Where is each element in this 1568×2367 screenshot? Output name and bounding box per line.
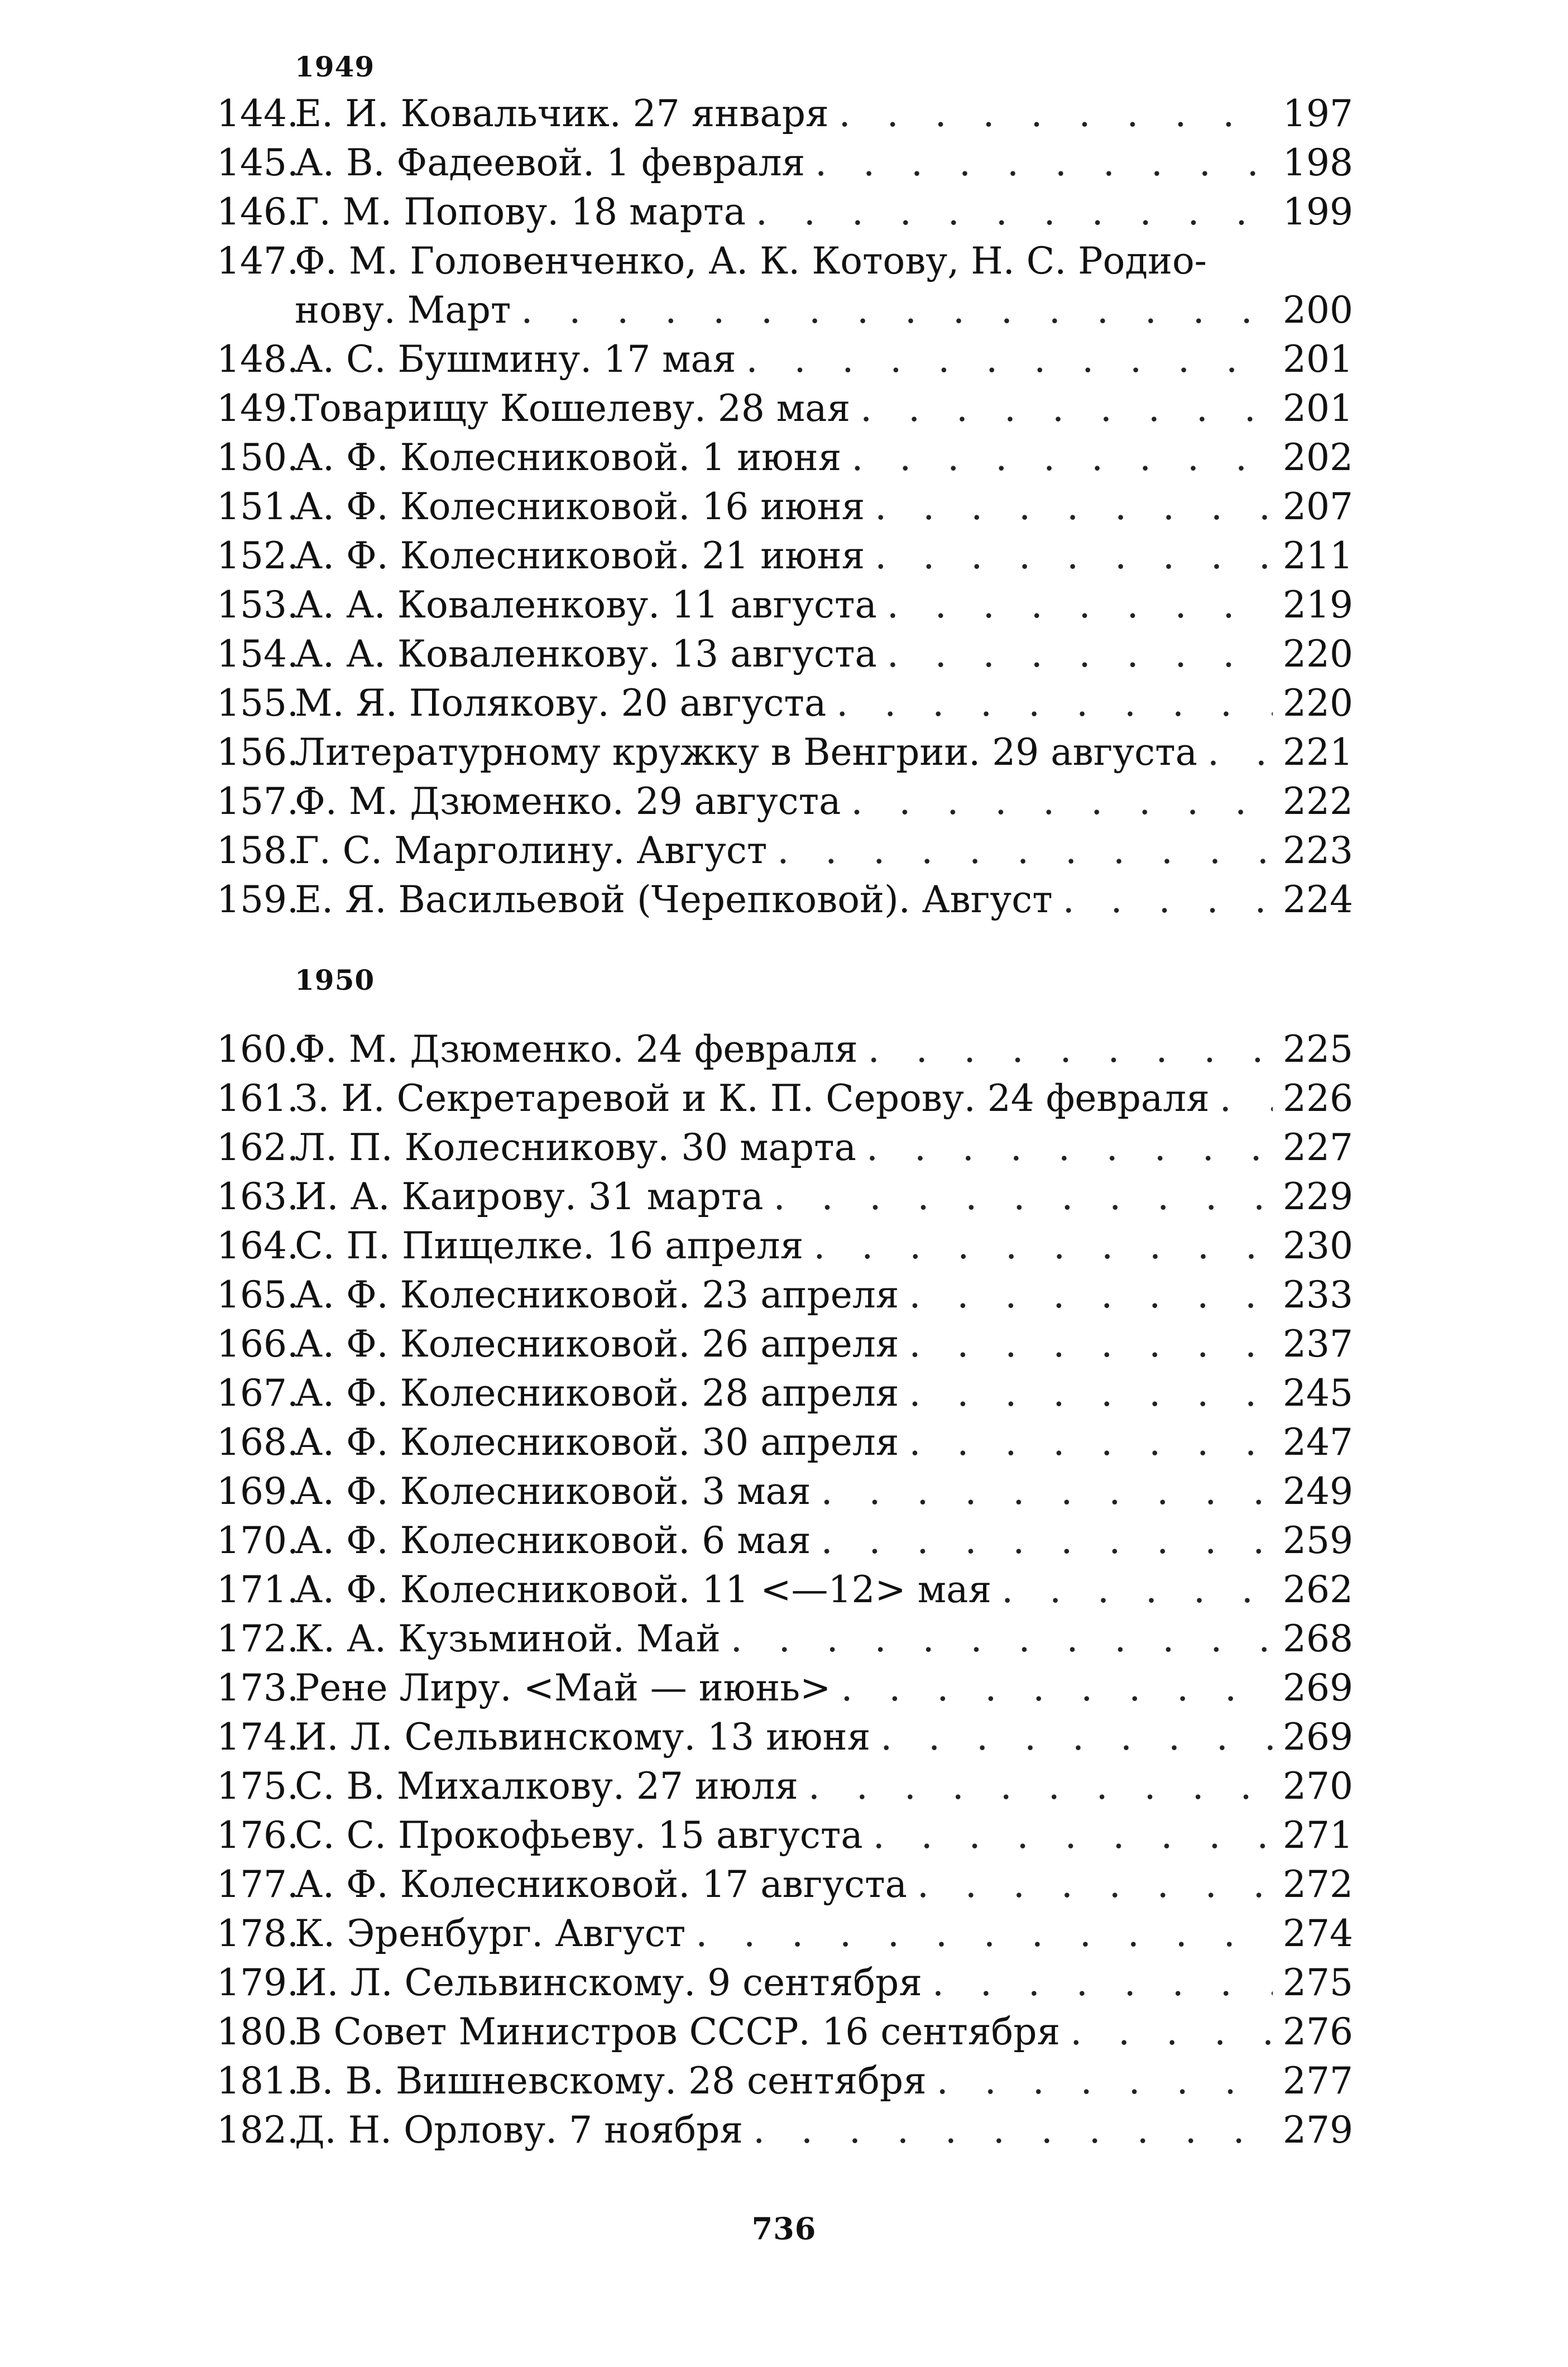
toc-entry — [217, 482, 1353, 531]
entry-page-number: 229 — [1283, 1175, 1353, 1218]
dot-leader — [909, 1369, 1273, 1418]
dot-leader — [909, 1418, 1273, 1467]
entry-body — [295, 1762, 1353, 1811]
toc-entry — [217, 630, 1353, 679]
toc-entry — [217, 1811, 1353, 1860]
entry-page-number: 268 — [1283, 1617, 1353, 1660]
toc-entry — [217, 1909, 1353, 1958]
entry-page-number: 200 — [1283, 289, 1353, 332]
entry-number: 152. — [217, 534, 299, 577]
entry-body — [295, 1172, 1353, 1221]
entry-body — [295, 1025, 1353, 1074]
entry-title: Г. М. Попову. 18 марта — [295, 190, 746, 233]
entry-page-number: 198 — [1283, 141, 1353, 184]
entry-number: 178. — [217, 1912, 299, 1955]
entry-number: 151. — [217, 485, 299, 528]
entry-body — [295, 630, 1353, 679]
entry-page-number: 223 — [1283, 829, 1353, 872]
entry-number: 150. — [217, 436, 299, 479]
entry-number: 165. — [217, 1273, 299, 1316]
entry-page-number: 201 — [1283, 387, 1353, 430]
entry-body — [295, 777, 1353, 826]
entry-title: Е. Я. Васильевой (Черепковой). Август — [295, 878, 1053, 921]
entry-title: А. А. Коваленкову. 11 августа — [295, 583, 877, 626]
dot-leader — [866, 1123, 1273, 1172]
entry-title: А. Ф. Колесниковой. 21 июня — [295, 534, 865, 577]
entry-page-number: 245 — [1283, 1372, 1353, 1415]
entry-body — [295, 89, 1353, 138]
entry-title: А. В. Фадеевой. 1 февраля — [295, 141, 805, 184]
entry-page-number: 249 — [1283, 1470, 1353, 1513]
toc-entry — [217, 188, 1353, 237]
dot-leader — [887, 630, 1273, 679]
toc-entry — [217, 1762, 1353, 1811]
dot-leader — [1063, 875, 1273, 924]
entry-number: 167. — [217, 1372, 299, 1415]
toc-entry — [217, 2106, 1353, 2155]
entry-page-number: 272 — [1283, 1863, 1353, 1906]
dot-leader — [873, 1811, 1273, 1860]
entry-title: И. А. Каирову. 31 марта — [295, 1175, 764, 1218]
entry-page-number: 199 — [1283, 190, 1353, 233]
entry-page-number: 220 — [1283, 682, 1353, 725]
toc-entry — [217, 1418, 1353, 1467]
toc-entry — [217, 1369, 1353, 1418]
entry-page-number: 225 — [1283, 1028, 1353, 1071]
entry-title: А. Ф. Колесниковой. 23 апреля — [295, 1273, 899, 1316]
entry-number: 181. — [217, 2059, 299, 2102]
entry-page-number: 237 — [1283, 1323, 1353, 1365]
dot-leader — [756, 188, 1273, 237]
entry-title: А. Ф. Колесниковой. 28 апреля — [295, 1372, 899, 1415]
dot-leader — [841, 1664, 1273, 1713]
entry-title: Л. П. Колесникову. 30 марта — [295, 1126, 856, 1169]
dot-leader — [851, 433, 1273, 482]
entry-body — [295, 1664, 1353, 1713]
toc-entry — [217, 1614, 1353, 1664]
year-heading: 1949 — [295, 50, 375, 83]
entry-title: С. С. Прокофьеву. 15 августа — [295, 1814, 863, 1857]
entry-page-number: 259 — [1283, 1519, 1353, 1562]
entry-body — [295, 1713, 1353, 1762]
entry-number: 161. — [217, 1077, 299, 1120]
dot-leader — [521, 286, 1273, 335]
entry-number: 172. — [217, 1617, 299, 1660]
entry-title: С. В. Михалкову. 27 июля — [295, 1765, 798, 1808]
dot-leader — [813, 1221, 1273, 1271]
toc-list — [217, 45, 1353, 2155]
entry-body — [295, 1369, 1353, 1418]
dot-leader — [746, 335, 1273, 384]
entry-number: 174. — [217, 1716, 299, 1759]
entry-body — [295, 826, 1353, 875]
entry-body — [295, 237, 1353, 335]
entry-title: Д. Н. Орлову. 7 ноября — [295, 2109, 744, 2152]
toc-entry — [217, 1860, 1353, 1909]
entry-body — [295, 188, 1353, 237]
entry-body — [295, 2106, 1353, 2155]
entry-number: 147. — [217, 239, 299, 282]
dot-leader — [937, 2057, 1273, 2106]
entry-body — [295, 1123, 1353, 1172]
entry-number: 158. — [217, 829, 299, 872]
entry-number: 182. — [217, 2109, 299, 2152]
entry-body — [295, 1271, 1353, 1320]
toc-entry — [217, 1123, 1353, 1172]
entry-page-number: 207 — [1283, 485, 1353, 528]
entry-body — [295, 1565, 1353, 1614]
dot-leader — [851, 777, 1273, 826]
toc-entry — [217, 433, 1353, 482]
entry-page-number: 276 — [1283, 2010, 1353, 2053]
dot-leader — [815, 138, 1273, 188]
entry-page-number: 221 — [1283, 731, 1353, 774]
dot-leader — [932, 1958, 1273, 2007]
entry-page-number: 227 — [1283, 1126, 1353, 1169]
entry-title-line2: нову. Март — [295, 289, 511, 332]
entry-body — [295, 1958, 1353, 2007]
entry-title: А. Ф. Колесниковой. 17 августа — [295, 1863, 907, 1906]
toc-entry — [217, 138, 1353, 188]
entry-body — [295, 531, 1353, 581]
dot-leader — [839, 89, 1273, 138]
toc-entry — [217, 1221, 1353, 1271]
toc-entry — [217, 1074, 1353, 1123]
entry-page-number: 226 — [1283, 1077, 1353, 1120]
dot-leader — [909, 1271, 1273, 1320]
toc-entry — [217, 2007, 1353, 2057]
entry-body — [295, 1418, 1353, 1467]
entry-title: А. С. Бушмину. 17 мая — [295, 338, 736, 381]
entry-number: 146. — [217, 190, 299, 233]
dot-leader — [821, 1467, 1273, 1516]
entry-page-number: 269 — [1283, 1666, 1353, 1709]
toc-entry — [217, 89, 1353, 138]
entry-body — [295, 138, 1353, 188]
entry-number: 149. — [217, 387, 299, 430]
entry-body — [295, 335, 1353, 384]
dot-leader — [836, 679, 1273, 728]
toc-entry — [217, 826, 1353, 875]
entry-number: 177. — [217, 1863, 299, 1906]
dot-leader — [1001, 1565, 1273, 1614]
entry-body — [295, 2007, 1353, 2057]
entry-number: 166. — [217, 1323, 299, 1365]
entry-title: К. А. Кузьминой. Май — [295, 1617, 721, 1660]
entry-number: 171. — [217, 1568, 299, 1611]
entry-body — [295, 1516, 1353, 1565]
entry-number: 155. — [217, 682, 299, 725]
toc-entry — [217, 1664, 1353, 1713]
entry-title: А. Ф. Колесниковой. 30 апреля — [295, 1421, 899, 1464]
entry-title: А. А. Коваленкову. 13 августа — [295, 633, 877, 675]
entry-title: С. П. Пищелке. 16 апреля — [295, 1224, 804, 1267]
entry-title: А. Ф. Колесниковой. 26 апреля — [295, 1323, 899, 1365]
entry-number: 168. — [217, 1421, 299, 1464]
entry-title-line1: Ф. М. Головенченко, А. К. Котову, Н. С. Родио- — [295, 239, 1207, 282]
entry-page-number: 202 — [1283, 436, 1353, 479]
entry-page-number: 219 — [1283, 583, 1353, 626]
dot-leader — [777, 826, 1273, 875]
entry-page-number: 220 — [1283, 633, 1353, 675]
dot-leader — [887, 581, 1273, 630]
dot-leader — [808, 1762, 1273, 1811]
toc-entry — [217, 875, 1353, 924]
entry-number: 145. — [217, 141, 299, 184]
entry-body — [295, 581, 1353, 630]
entry-number: 154. — [217, 633, 299, 675]
dot-leader — [774, 1172, 1273, 1221]
toc-entry — [217, 2057, 1353, 2106]
entry-page-number: 275 — [1283, 1961, 1353, 2004]
entry-title: А. Ф. Колесниковой. 3 мая — [295, 1470, 811, 1513]
entry-page-number: 269 — [1283, 1716, 1353, 1759]
entry-page-number: 201 — [1283, 338, 1353, 381]
entry-body — [295, 1860, 1353, 1909]
entry-page-number: 224 — [1283, 878, 1353, 921]
entry-title: В Совет Министров СССР. 16 сентября — [295, 2010, 1061, 2053]
toc-entry — [217, 1271, 1353, 1320]
entry-body — [295, 1074, 1353, 1123]
entry-body — [295, 875, 1353, 924]
entry-body — [295, 728, 1353, 777]
entry-title: Е. И. Ковальчик. 27 января — [295, 92, 829, 135]
entry-number: 162. — [217, 1126, 299, 1169]
toc-entry — [217, 1320, 1353, 1369]
dot-leader — [821, 1516, 1273, 1565]
entry-page-number: 233 — [1283, 1273, 1353, 1316]
toc-entry — [217, 679, 1353, 728]
entry-body — [295, 482, 1353, 531]
toc-entry — [217, 384, 1353, 433]
dot-leader — [860, 384, 1273, 433]
entry-number: 153. — [217, 583, 299, 626]
dot-leader — [731, 1614, 1273, 1664]
toc-entry — [217, 1025, 1353, 1074]
entry-body — [295, 2057, 1353, 2106]
entry-title: Ф. М. Дзюменко. 29 августа — [295, 780, 841, 823]
toc-entry — [217, 237, 1353, 335]
dot-leader — [753, 2106, 1273, 2155]
entry-number: 148. — [217, 338, 299, 381]
entry-page-number: 197 — [1283, 92, 1353, 135]
entry-title: Литературному кружку в Венгрии. 29 августа — [295, 731, 1197, 774]
dot-leader — [909, 1320, 1273, 1369]
entry-number: 176. — [217, 1814, 299, 1857]
dot-leader — [1070, 2007, 1273, 2057]
entry-page-number: 279 — [1283, 2109, 1353, 2152]
entry-title-line2-row — [295, 286, 1353, 335]
dot-leader — [1207, 728, 1273, 777]
entry-number: 157. — [217, 780, 299, 823]
entry-number: 175. — [217, 1765, 299, 1808]
toc-entry — [217, 777, 1353, 826]
entry-page-number: 262 — [1283, 1568, 1353, 1611]
toc-entry — [217, 1713, 1353, 1762]
entry-body — [295, 679, 1353, 728]
entry-title: Рене Лиру. <Май — июнь> — [295, 1666, 831, 1709]
entry-title: Ф. М. Дзюменко. 24 февраля — [295, 1028, 858, 1071]
dot-leader — [880, 1713, 1273, 1762]
toc-entry — [217, 1467, 1353, 1516]
dot-leader — [696, 1909, 1273, 1958]
toc-entry — [217, 1565, 1353, 1614]
entry-body — [295, 1221, 1353, 1271]
toc-entry — [217, 1172, 1353, 1221]
entry-title: И. Л. Сельвинскому. 9 сентября — [295, 1961, 922, 2004]
entry-body — [295, 1320, 1353, 1369]
toc-entry — [217, 335, 1353, 384]
toc-entry — [217, 1516, 1353, 1565]
entry-title: Товарищу Кошелеву. 28 мая — [295, 387, 851, 430]
entry-title: А. Ф. Колесниковой. 11 <—12> мая — [295, 1568, 992, 1611]
dot-leader — [917, 1860, 1273, 1909]
entry-title: К. Эренбург. Август — [295, 1912, 686, 1955]
entry-number: 169. — [217, 1470, 299, 1513]
entry-title: М. Я. Полякову. 20 августа — [295, 682, 827, 725]
entry-number: 156. — [217, 731, 299, 774]
entry-page-number: 271 — [1283, 1814, 1353, 1857]
entry-title: А. Ф. Колесниковой. 6 мая — [295, 1519, 811, 1562]
dot-leader — [875, 531, 1273, 581]
entry-body — [295, 1811, 1353, 1860]
entry-body — [295, 384, 1353, 433]
entry-title: З. И. Секретаревой и К. П. Серову. 24 февраля — [295, 1077, 1210, 1120]
entry-page-number: 274 — [1283, 1912, 1353, 1955]
toc-entry — [217, 531, 1353, 581]
dot-leader — [875, 482, 1273, 531]
entry-number: 164. — [217, 1224, 299, 1267]
entry-number: 179. — [217, 1961, 299, 2004]
toc-entry — [217, 728, 1353, 777]
entry-body — [295, 433, 1353, 482]
entry-number: 173. — [217, 1666, 299, 1709]
entry-page-number: 270 — [1283, 1765, 1353, 1808]
entry-title: Г. С. Марголину. Август — [295, 829, 768, 872]
dot-leader — [1220, 1074, 1273, 1123]
entry-page-number: 230 — [1283, 1224, 1353, 1267]
entry-number: 180. — [217, 2010, 299, 2053]
entry-page-number: 211 — [1283, 534, 1353, 577]
entry-number: 160. — [217, 1028, 299, 1071]
entry-page-number: 247 — [1283, 1421, 1353, 1464]
toc-entry — [217, 1958, 1353, 2007]
entry-number: 159. — [217, 878, 299, 921]
table-of-contents — [217, 45, 1353, 2155]
entry-title: И. Л. Сельвинскому. 13 июня — [295, 1716, 871, 1759]
toc-entry — [217, 581, 1353, 630]
entry-body — [295, 1909, 1353, 1958]
entry-title: В. В. Вишневскому. 28 сентября — [295, 2059, 927, 2102]
entry-body — [295, 1614, 1353, 1664]
entry-page-number: 222 — [1283, 780, 1353, 823]
page-number: 736 — [751, 2211, 817, 2246]
entry-title: А. Ф. Колесниковой. 16 июня — [295, 485, 865, 528]
entry-page-number: 277 — [1283, 2059, 1353, 2102]
dot-leader — [868, 1025, 1273, 1074]
entry-title: А. Ф. Колесниковой. 1 июня — [295, 436, 842, 479]
entry-body — [295, 1467, 1353, 1516]
entry-number: 170. — [217, 1519, 299, 1562]
year-heading: 1950 — [295, 964, 375, 996]
entry-number: 144. — [217, 92, 299, 135]
entry-number: 163. — [217, 1175, 299, 1218]
